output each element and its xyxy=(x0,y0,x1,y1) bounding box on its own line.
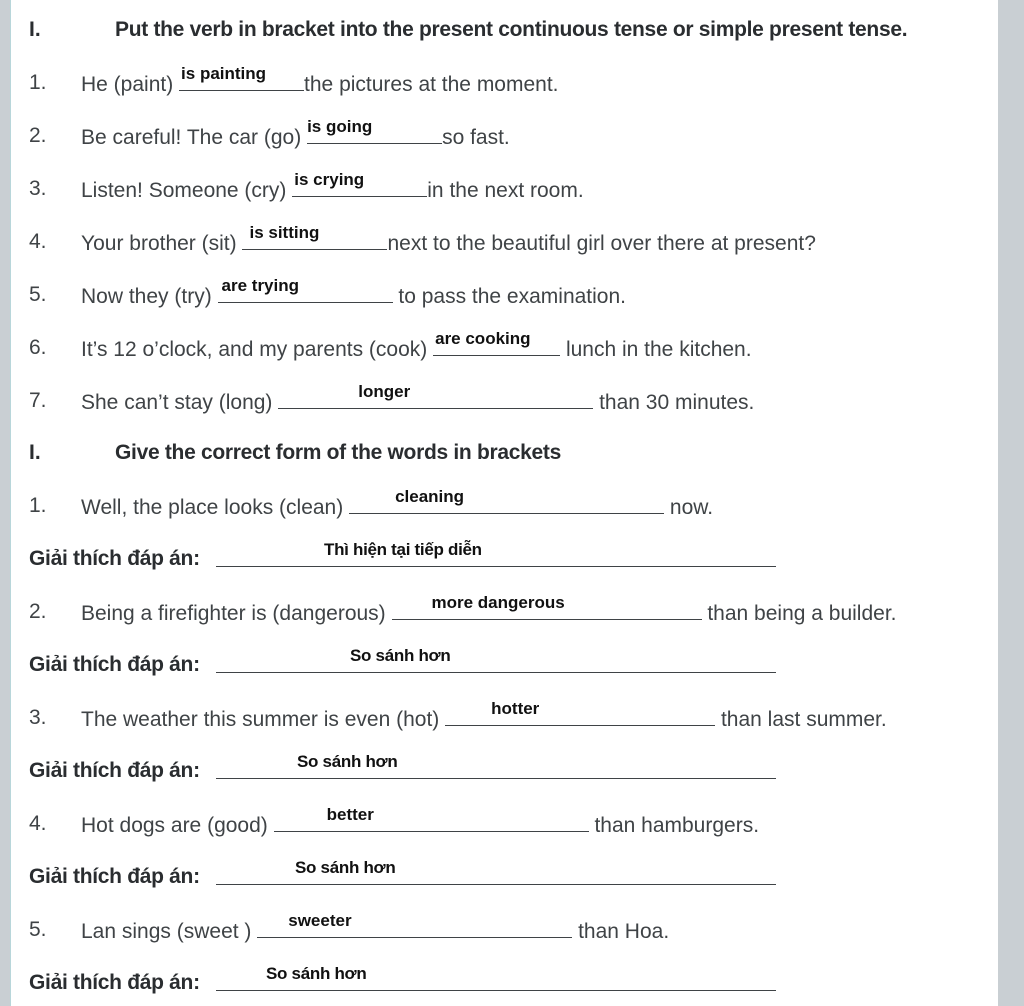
answer-blank[interactable] xyxy=(433,329,560,356)
section-1-numeral: I. xyxy=(29,18,41,41)
item-number: 1. xyxy=(29,71,47,94)
answer-blank[interactable] xyxy=(392,593,702,620)
item-continuation: next to the beautiful girl over there at present? xyxy=(387,232,816,255)
explanation-text: So sánh hơn xyxy=(295,858,396,877)
answer-text: more dangerous xyxy=(431,593,565,612)
item-continuation: than last summer. xyxy=(715,708,887,731)
answer-blank[interactable] xyxy=(257,911,572,938)
item-prompt: Listen! Someone (cry) xyxy=(81,179,293,202)
item-continuation: now. xyxy=(664,496,714,519)
explanation-text: Thì hiện tại tiếp diễn xyxy=(324,540,482,559)
item-number: 2. xyxy=(29,600,47,623)
explanation-text: So sánh hơn xyxy=(266,964,367,983)
answer-blank[interactable] xyxy=(274,805,589,832)
item-continuation: than Hoa. xyxy=(572,920,670,943)
item-continuation: to pass the examination. xyxy=(392,285,627,308)
explanation-label: Giải thích đáp án: xyxy=(29,865,200,888)
answer-blank[interactable] xyxy=(307,117,442,144)
item-continuation: so fast. xyxy=(442,126,510,149)
answer-text: are trying xyxy=(221,276,300,295)
item-number: 7. xyxy=(29,389,47,412)
item-prompt: Now they (try) xyxy=(81,285,218,308)
explanation-blank[interactable] xyxy=(216,752,776,779)
item-continuation: than hamburgers. xyxy=(588,814,760,837)
answer-text: is going xyxy=(307,117,373,136)
section-2-numeral: I. xyxy=(29,441,41,464)
explanation-label: Giải thích đáp án: xyxy=(29,971,200,994)
item-number: 4. xyxy=(29,812,47,835)
item-prompt: Be careful! The car (go) xyxy=(81,126,308,149)
answer-text: is crying xyxy=(294,170,365,189)
item-number: 2. xyxy=(29,124,47,147)
answer-text: is painting xyxy=(181,64,267,83)
explanation-label: Giải thích đáp án: xyxy=(29,653,200,676)
explanation-blank[interactable] xyxy=(216,646,776,673)
answer-blank[interactable] xyxy=(218,276,393,303)
worksheet xyxy=(10,0,998,1006)
item-prompt: Hot dogs are (good) xyxy=(81,814,274,837)
answer-blank[interactable] xyxy=(349,487,664,514)
item-number: 5. xyxy=(29,918,47,941)
answer-text: are cooking xyxy=(435,329,531,348)
item-prompt: Your brother (sit) xyxy=(81,232,243,255)
item-prompt: The weather this summer is even (hot) xyxy=(81,708,446,731)
answer-text: is sitting xyxy=(249,223,320,242)
item-continuation: in the next room. xyxy=(427,179,584,202)
item-continuation: than 30 minutes. xyxy=(593,391,755,414)
answer-blank[interactable] xyxy=(179,64,304,91)
item-number: 6. xyxy=(29,336,47,359)
item-number: 3. xyxy=(29,177,47,200)
item-prompt: Well, the place looks (clean) xyxy=(81,496,350,519)
item-number: 5. xyxy=(29,283,47,306)
answer-blank[interactable] xyxy=(292,170,427,197)
answer-text: better xyxy=(326,805,374,824)
explanation-label: Giải thích đáp án: xyxy=(29,547,200,570)
item-prompt: Lan sings (sweet ) xyxy=(81,920,258,943)
item-continuation: lunch in the kitchen. xyxy=(560,338,752,361)
answer-blank[interactable] xyxy=(278,382,593,409)
explanation-blank[interactable] xyxy=(216,964,776,991)
answer-blank[interactable] xyxy=(242,223,387,250)
answer-text: hotter xyxy=(491,699,540,718)
item-continuation: than being a builder. xyxy=(701,602,897,625)
answer-text: sweeter xyxy=(288,911,352,930)
section-2-title: Give the correct form of the words in brackets xyxy=(115,441,561,464)
answer-text: longer xyxy=(358,382,411,401)
item-number: 4. xyxy=(29,230,47,253)
answer-text: cleaning xyxy=(395,487,465,506)
item-number: 1. xyxy=(29,494,47,517)
item-continuation: the pictures at the moment. xyxy=(304,73,559,96)
section-1-title: Put the verb in bracket into the present continuous tense or simple present tense. xyxy=(115,18,908,41)
explanation-blank[interactable] xyxy=(216,858,776,885)
answer-blank[interactable] xyxy=(445,699,715,726)
explanation-blank[interactable] xyxy=(216,540,776,567)
item-prompt: She can’t stay (long) xyxy=(81,391,279,414)
item-prompt: He (paint) xyxy=(81,73,180,96)
explanation-text: So sánh hơn xyxy=(350,646,451,665)
item-prompt: It’s 12 o’clock, and my parents (cook) xyxy=(81,338,434,361)
explanation-label: Giải thích đáp án: xyxy=(29,759,200,782)
item-prompt: Being a firefighter is (dangerous) xyxy=(81,602,392,625)
item-number: 3. xyxy=(29,706,47,729)
explanation-text: So sánh hơn xyxy=(297,752,398,771)
